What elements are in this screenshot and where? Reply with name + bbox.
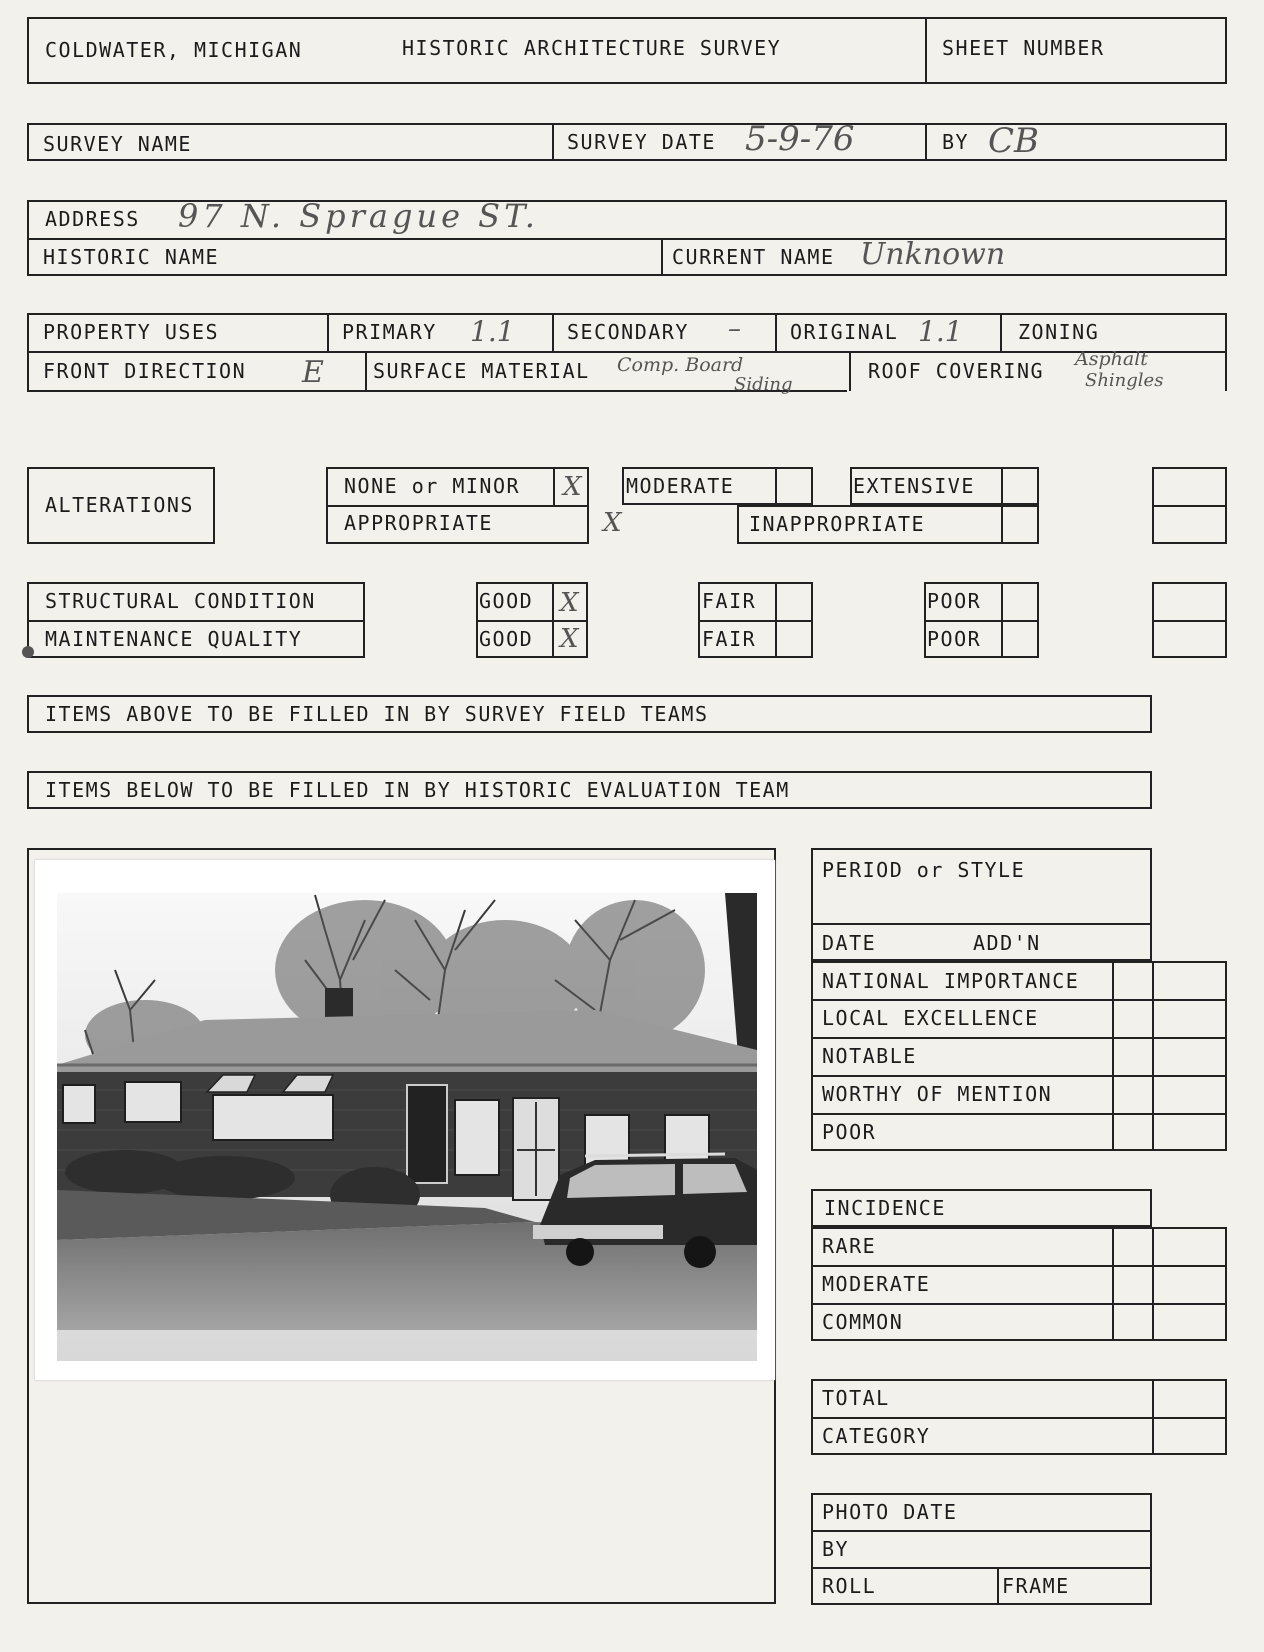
- common-label: COMMON: [822, 1310, 904, 1334]
- inappropriate-check-div: [1001, 505, 1003, 544]
- form-title: HISTORIC ARCHITECTURE SURVEY: [402, 36, 782, 60]
- incidence-col-2: [1152, 1227, 1154, 1341]
- secondary-value[interactable]: –: [728, 314, 741, 344]
- survey-divider-1: [552, 123, 554, 161]
- good-check-div: [552, 582, 554, 658]
- primary-value[interactable]: 1.1: [470, 315, 515, 348]
- property-div-1: [327, 313, 329, 351]
- surface-material-label: SURFACE MATERIAL: [373, 359, 590, 383]
- eval-date-label: DATE: [822, 931, 877, 955]
- structural-condition-label: STRUCTURAL CONDITION: [45, 589, 316, 613]
- national-importance-label: NATIONAL IMPORTANCE: [822, 969, 1080, 993]
- moderate-check-div: [775, 467, 777, 505]
- structural-fair-label: FAIR: [702, 589, 757, 613]
- roof-covering-value-2[interactable]: Shingles: [1085, 370, 1164, 391]
- survey-name-label: SURVEY NAME: [43, 132, 192, 156]
- roof-covering-value-1[interactable]: Asphalt: [1075, 348, 1148, 370]
- survey-divider-2: [925, 123, 927, 161]
- address-value[interactable]: 97 N. Sprague ST.: [178, 197, 539, 235]
- property-right-edge: [1225, 313, 1227, 391]
- property-div-5: [365, 351, 367, 391]
- city-label: COLDWATER, MICHIGAN: [45, 38, 303, 62]
- primary-label: PRIMARY: [342, 320, 437, 344]
- survey-by-value[interactable]: CB: [988, 121, 1039, 161]
- worthy-of-mention-label: WORTHY OF MENTION: [822, 1082, 1053, 1106]
- eval-poor-label: POOR: [822, 1120, 877, 1144]
- house-photo-image: [35, 860, 775, 1380]
- totals-row: [811, 1417, 1227, 1419]
- original-value[interactable]: 1.1: [918, 315, 963, 348]
- surface-material-value-1[interactable]: Comp. Board: [617, 354, 744, 376]
- maintenance-fair-label: FAIR: [702, 627, 757, 651]
- rare-label: RARE: [822, 1234, 877, 1258]
- photo-by-label: BY: [822, 1537, 850, 1561]
- good-line: [476, 620, 588, 622]
- survey-date-value[interactable]: 5-9-76: [745, 119, 855, 159]
- alter-score-line: [1152, 505, 1227, 507]
- current-name-divider: [661, 238, 663, 276]
- importance-col-1: [1112, 961, 1114, 1151]
- poor-line: [924, 620, 1039, 622]
- front-direction-value[interactable]: E: [302, 355, 324, 390]
- none-minor-mark[interactable]: X: [563, 472, 582, 502]
- secondary-label: SECONDARY: [567, 320, 689, 344]
- property-div-6: [849, 351, 851, 391]
- importance-row-1: [811, 999, 1227, 1001]
- property-uses-label: PROPERTY USES: [43, 320, 220, 344]
- moderate-label: MODERATE: [626, 474, 735, 498]
- total-label: TOTAL: [822, 1386, 890, 1410]
- property-div-3: [775, 313, 777, 351]
- survey-by-label: BY: [942, 130, 970, 154]
- appropriate-mark[interactable]: X: [603, 508, 622, 538]
- none-minor-label: NONE or MINOR: [344, 474, 521, 498]
- none-minor-check-div: [553, 467, 555, 505]
- current-name-value[interactable]: Unknown: [860, 237, 1006, 272]
- addn-label: ADD'N: [973, 931, 1041, 955]
- condition-label-line: [27, 620, 365, 622]
- structural-good-mark[interactable]: X: [560, 588, 579, 618]
- structural-poor-label: POOR: [927, 589, 982, 613]
- importance-row-3: [811, 1075, 1227, 1077]
- maintenance-good-label: GOOD: [479, 627, 534, 651]
- extensive-check-div: [1001, 467, 1003, 505]
- photo-info-row-1: [811, 1530, 1152, 1532]
- header-divider: [925, 17, 927, 84]
- local-excellence-label: LOCAL EXCELLENCE: [822, 1006, 1039, 1030]
- importance-col-2: [1152, 961, 1154, 1151]
- property-top-line: [27, 313, 1227, 315]
- punch-hole: [22, 646, 34, 658]
- roof-covering-label: ROOF COVERING: [868, 359, 1045, 383]
- maintenance-poor-label: POOR: [927, 627, 982, 651]
- sheet-number-label: SHEET NUMBER: [942, 36, 1105, 60]
- appropriate-label: APPROPRIATE: [344, 511, 493, 535]
- historic-name-label: HISTORIC NAME: [43, 245, 220, 269]
- incidence-col-1: [1112, 1227, 1114, 1341]
- note-below: ITEMS BELOW TO BE FILLED IN BY HISTORIC EVALUATION TEAM: [45, 778, 790, 802]
- inappropriate-label: INAPPROPRIATE: [749, 512, 926, 536]
- condition-score-line: [1152, 620, 1227, 622]
- structural-good-label: GOOD: [479, 589, 534, 613]
- property-div-2: [552, 313, 554, 351]
- frame-label: FRAME: [1002, 1574, 1070, 1598]
- property-bottom-line: [27, 390, 847, 392]
- original-label: ORIGINAL: [790, 320, 899, 344]
- maintenance-good-mark[interactable]: X: [560, 624, 579, 654]
- property-photo: [35, 860, 775, 1380]
- extensive-label: EXTENSIVE: [853, 474, 975, 498]
- photo-info-col: [997, 1567, 999, 1605]
- period-style-label: PERIOD or STYLE: [822, 858, 1026, 882]
- category-label: CATEGORY: [822, 1424, 931, 1448]
- address-label: ADDRESS: [45, 207, 140, 231]
- current-name-label: CURRENT NAME: [672, 245, 835, 269]
- incidence-label: INCIDENCE: [824, 1196, 946, 1220]
- survey-right-edge: [1225, 123, 1227, 161]
- fair-line: [698, 620, 813, 622]
- photo-info-row-2: [811, 1567, 1152, 1569]
- photo-date-label: PHOTO DATE: [822, 1500, 958, 1524]
- importance-row-2: [811, 1037, 1227, 1039]
- survey-date-label: SURVEY DATE: [567, 130, 716, 154]
- address-row-line: [27, 238, 1227, 240]
- roll-label: ROLL: [822, 1574, 877, 1598]
- property-div-4: [1000, 313, 1002, 351]
- fair-check-div: [775, 582, 777, 658]
- notable-label: NOTABLE: [822, 1044, 917, 1068]
- importance-row-4: [811, 1113, 1227, 1115]
- property-left-edge: [27, 313, 29, 391]
- incidence-row-1: [811, 1265, 1227, 1267]
- alterations-label: ALTERATIONS: [45, 493, 194, 517]
- property-mid-line: [27, 351, 1227, 353]
- zoning-label: ZONING: [1018, 320, 1100, 344]
- alter-row-line-a: [326, 505, 589, 507]
- incidence-row-2: [811, 1303, 1227, 1305]
- surface-material-value-2[interactable]: Siding: [734, 374, 793, 395]
- maintenance-quality-label: MAINTENANCE QUALITY: [45, 627, 303, 651]
- note-above: ITEMS ABOVE TO BE FILLED IN BY SURVEY FIELD TEAMS: [45, 702, 709, 726]
- poor-check-div: [1001, 582, 1003, 658]
- front-direction-label: FRONT DIRECTION: [43, 359, 247, 383]
- incidence-moderate-label: MODERATE: [822, 1272, 931, 1296]
